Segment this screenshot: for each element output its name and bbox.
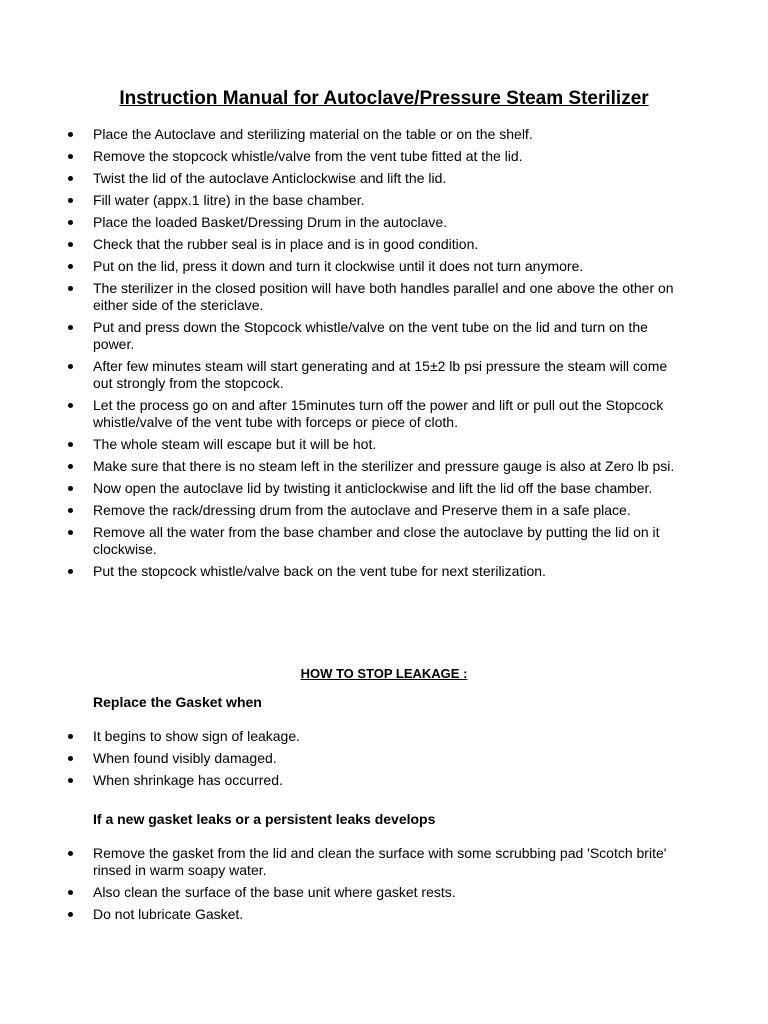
list-item-text: When shrinkage has occurred. <box>93 772 283 788</box>
list-item <box>0 728 678 745</box>
instruction-item <box>0 502 678 519</box>
instruction-text: Twist the lid of the autoclave Anticlockwise and lift the lid. <box>93 170 447 186</box>
leakage-section-heading: HOW TO STOP LEAKAGE : <box>300 666 468 681</box>
instruction-item <box>0 480 678 497</box>
bullet-icon <box>68 756 73 761</box>
instruction-text: After few minutes steam will start generating and at 15±2 lb psi pressure the steam will come out strongly from the stopcock. <box>93 358 668 391</box>
instruction-text: Remove all the water from the base chamber and close the autoclave by putting the lid on it clockwise. <box>93 524 660 557</box>
instruction-item <box>0 148 678 165</box>
list-item <box>0 772 678 789</box>
instruction-text: The sterilizer in the closed position will have both handles parallel and one above the other on either side of the stericlave. <box>93 280 674 313</box>
list-item <box>0 750 678 767</box>
instruction-item <box>0 458 678 475</box>
bullet-icon <box>68 569 73 574</box>
instruction-item <box>0 280 678 314</box>
bullet-icon <box>68 154 73 159</box>
instruction-text: Remove the stopcock whistle/valve from the vent tube fitted at the lid. <box>93 148 523 164</box>
bullet-icon <box>68 486 73 491</box>
gasket-leak-list <box>0 845 768 928</box>
bullet-icon <box>68 778 73 783</box>
instruction-item <box>0 436 678 453</box>
bullet-icon <box>68 851 73 856</box>
instruction-item <box>0 192 678 209</box>
instruction-text: Let the process go on and after 15minutes turn off the power and lift or pull out the Stopcock whistle/valve of the vent tube with forceps or piece of cloth. <box>93 397 664 430</box>
instruction-list <box>0 126 768 585</box>
bullet-icon <box>68 403 73 408</box>
instruction-item <box>0 236 678 253</box>
instruction-text: Put on the lid, press it down and turn it clockwise until it does not turn anymore. <box>93 258 584 274</box>
instruction-text: Remove the rack/dressing drum from the autoclave and Preserve them in a safe place. <box>93 502 631 518</box>
bullet-icon <box>68 364 73 369</box>
bullet-icon <box>68 325 73 330</box>
list-item <box>0 906 678 923</box>
instruction-text: Check that the rubber seal is in place and is in good condition. <box>93 236 479 252</box>
instruction-text: The whole steam will escape but it will be hot. <box>93 436 377 452</box>
bullet-icon <box>68 198 73 203</box>
replace-gasket-heading: Replace the Gasket when <box>93 694 262 710</box>
bullet-icon <box>68 132 73 137</box>
list-item <box>0 845 678 879</box>
instruction-item <box>0 126 678 143</box>
instruction-text: Place the Autoclave and sterilizing material on the table or on the shelf. <box>93 126 533 142</box>
instruction-item <box>0 170 678 187</box>
instruction-text: Place the loaded Basket/Dressing Drum in the autoclave. <box>93 214 448 230</box>
bullet-icon <box>68 890 73 895</box>
instruction-item <box>0 524 678 558</box>
instruction-text: Put and press down the Stopcock whistle/valve on the vent tube on the lid and turn on the power. <box>93 319 648 352</box>
bullet-icon <box>68 734 73 739</box>
bullet-icon <box>68 442 73 447</box>
bullet-icon <box>68 508 73 513</box>
bullet-icon <box>68 530 73 535</box>
instruction-text: Make sure that there is no steam left in the sterilizer and pressure gauge is also at Zero lb psi. <box>93 458 675 474</box>
list-item <box>0 884 678 901</box>
bullet-icon <box>68 912 73 917</box>
list-item-text: Also clean the surface of the base unit where gasket rests. <box>93 884 456 900</box>
list-item-text: Remove the gasket from the lid and clean the surface with some scrubbing pad 'Scotch brite' rinsed in warm soapy water. <box>93 845 667 878</box>
bullet-icon <box>68 176 73 181</box>
list-item-text: When found visibly damaged. <box>93 750 277 766</box>
instruction-text: Fill water (appx.1 litre) in the base chamber. <box>93 192 365 208</box>
list-item-text: Do not lubricate Gasket. <box>93 906 244 922</box>
instruction-item <box>0 319 678 353</box>
bullet-icon <box>68 286 73 291</box>
list-item-text: It begins to show sign of leakage. <box>93 728 301 744</box>
bullet-icon <box>68 242 73 247</box>
instruction-item <box>0 563 678 580</box>
instruction-item <box>0 214 678 231</box>
bullet-icon <box>68 264 73 269</box>
instruction-text: Put the stopcock whistle/valve back on the vent tube for next sterilization. <box>93 563 546 579</box>
instruction-item <box>0 397 678 431</box>
bullet-icon <box>68 464 73 469</box>
bullet-icon <box>68 220 73 225</box>
gasket-leak-heading: If a new gasket leaks or a persistent leaks develops <box>93 811 436 827</box>
replace-gasket-list <box>0 728 768 794</box>
document-title: Instruction Manual for Autoclave/Pressure Steam Sterilizer <box>119 88 649 109</box>
instruction-item <box>0 258 678 275</box>
instruction-item <box>0 358 678 392</box>
instruction-text: Now open the autoclave lid by twisting it anticlockwise and lift the lid off the base chamber. <box>93 480 653 496</box>
